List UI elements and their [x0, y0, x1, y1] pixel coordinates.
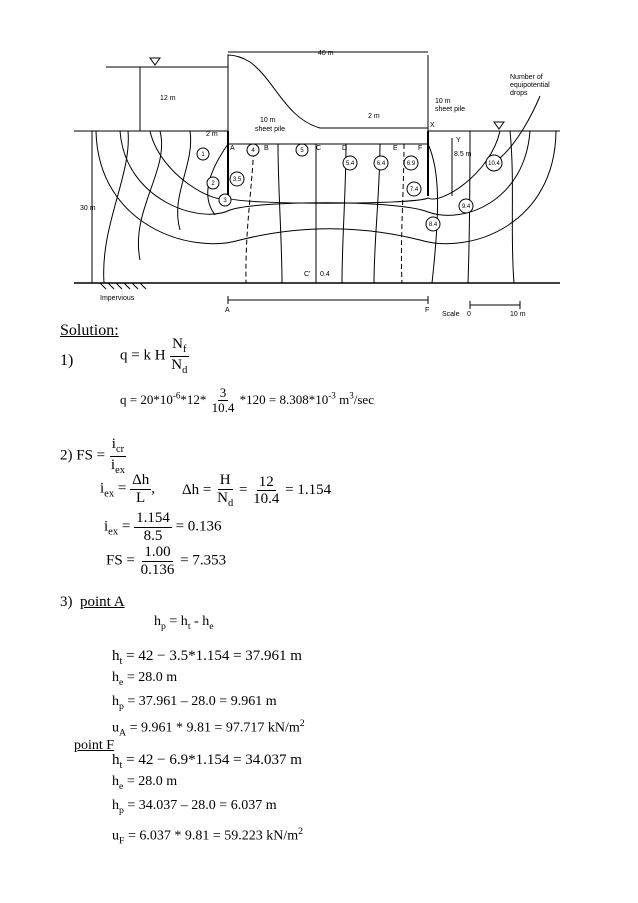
label-2m-left: 2 m [206, 131, 218, 138]
svg-text:2: 2 [211, 181, 215, 187]
drop-marker [247, 144, 259, 156]
label-12m: 12 m [160, 95, 176, 102]
point-a-hp: $h_p = 37.961 - 28.0 = 9.961$ m [112, 694, 277, 712]
point-f-he: $h_e = 28.0$ m [112, 774, 178, 792]
label-x: X [430, 122, 435, 129]
part2-iex-value: $i_{ex}$ = $\frac{1.154}{8.5}$ = 0.136 [104, 510, 222, 544]
svg-text:5: 5 [300, 148, 304, 154]
label-point-e: E [393, 145, 398, 152]
label-sheet-pile-right-a: 10 m [435, 98, 451, 105]
point-a-u: $u_A = 9.961 * 9.81 = 97.717$ $kN/m^2$ [112, 718, 305, 739]
drop-marker [374, 156, 388, 170]
svg-text:10.4: 10.4 [488, 161, 500, 167]
drop-marker [296, 144, 308, 156]
label-0-4: 0.4 [320, 271, 330, 278]
label-sheet-pile-left-b: sheet pile [255, 126, 285, 133]
part1-fraction: $\frac{N_f}{N_d}$ [171, 336, 188, 376]
point-f-ht: $h_t = 42 - 6.9*1.154 = 34.037$ m [112, 752, 302, 771]
drop-marker [230, 172, 244, 186]
drop-marker [197, 148, 209, 160]
drop-marker [486, 155, 502, 171]
drop-marker [459, 199, 473, 213]
point-a-he: $h_e = 28.0$ m [112, 670, 178, 688]
part2-fs: 2) FS = $\frac{i_{cr}}{i_{ex}}$ [60, 436, 125, 476]
svg-text:6.4: 6.4 [376, 161, 386, 167]
label-point-d: D [342, 145, 348, 152]
label-8-5m: 8.5 m [454, 151, 472, 158]
svg-text:8.4: 8.4 [428, 222, 438, 228]
svg-text:3: 3 [223, 198, 227, 204]
point-f-heading: point F [74, 738, 115, 753]
svg-text:1: 1 [201, 152, 205, 158]
label-bottom-f: F [425, 307, 430, 314]
part1-number: 1) [60, 352, 74, 369]
drop-marker [426, 217, 440, 231]
label-point-a: A [230, 145, 235, 152]
point-f-u: $u_F = 6.037 * 9.81 = 59.223$ $kN/m^2$ [112, 826, 304, 847]
label-annot-a: Number of [510, 74, 543, 81]
label-point-c-prime: C' [304, 271, 311, 278]
part2-fs-value: FS = $\frac{1.00}{0.136}$ = 7.353 [106, 544, 227, 578]
drop-marker [404, 156, 418, 170]
drop-marker [207, 177, 219, 189]
svg-text:7.4: 7.4 [409, 187, 419, 193]
label-y: Y [456, 137, 461, 144]
label-30m: 30 m [80, 205, 96, 212]
flow-net-diagram [0, 0, 638, 330]
label-annot-b: equipotential [510, 82, 550, 89]
point-f-hp: $h_p = 34.037 - 28.0 = 6.037$ m [112, 798, 277, 816]
label-impervious: Impervious [100, 295, 135, 302]
svg-text:5.4: 5.4 [345, 161, 355, 167]
svg-text:3.5: 3.5 [232, 177, 242, 183]
part1-q-lhs: q = k H [120, 347, 166, 364]
label-point-f: F [418, 145, 423, 152]
solution-heading: Solution: [60, 322, 119, 339]
label-point-b: B [264, 145, 269, 152]
label-2m-right: 2 m [368, 113, 380, 120]
label-40m: 40 m [318, 50, 334, 57]
part3-hp-formula: $h_p = h_t - h_e$ [154, 614, 214, 632]
label-point-c: C [316, 145, 322, 152]
part3-heading: 3) point A [60, 594, 125, 610]
label-scale-10: 10 m [510, 311, 526, 318]
label-scale: Scale [442, 311, 460, 318]
label-sheet-pile-left-a: 10 m [260, 117, 276, 124]
svg-text:4: 4 [251, 148, 255, 154]
point-a-ht: $h_t = 42 - 3.5*1.154 = 37.961$ m [112, 648, 302, 667]
svg-text:6.9: 6.9 [406, 161, 416, 167]
part1-formula [120, 336, 189, 376]
drop-marker [407, 182, 421, 196]
part2-iex: $i_{ex}$ = $\frac{\Delta h}{L}$ , [100, 472, 155, 506]
label-scale-0: 0 [467, 311, 471, 318]
label-bottom-a: A [225, 307, 230, 314]
drop-marker [219, 194, 231, 206]
drop-marker [343, 156, 357, 170]
part2-dh: Δh = $\frac{H}{N_d}$ = $\frac{12}{10.4}$ = 1.154 [182, 472, 332, 509]
label-annot-c: drops [510, 90, 528, 97]
label-sheet-pile-right-b: sheet pile [435, 106, 465, 113]
part1-calc: $q = 20*10^{-6}*12*$ $\frac{3}{10.4}$ $*120 = 8.308*10^{-3}$ $m^3/\sec$ [120, 385, 374, 416]
svg-text:9.4: 9.4 [461, 204, 471, 210]
